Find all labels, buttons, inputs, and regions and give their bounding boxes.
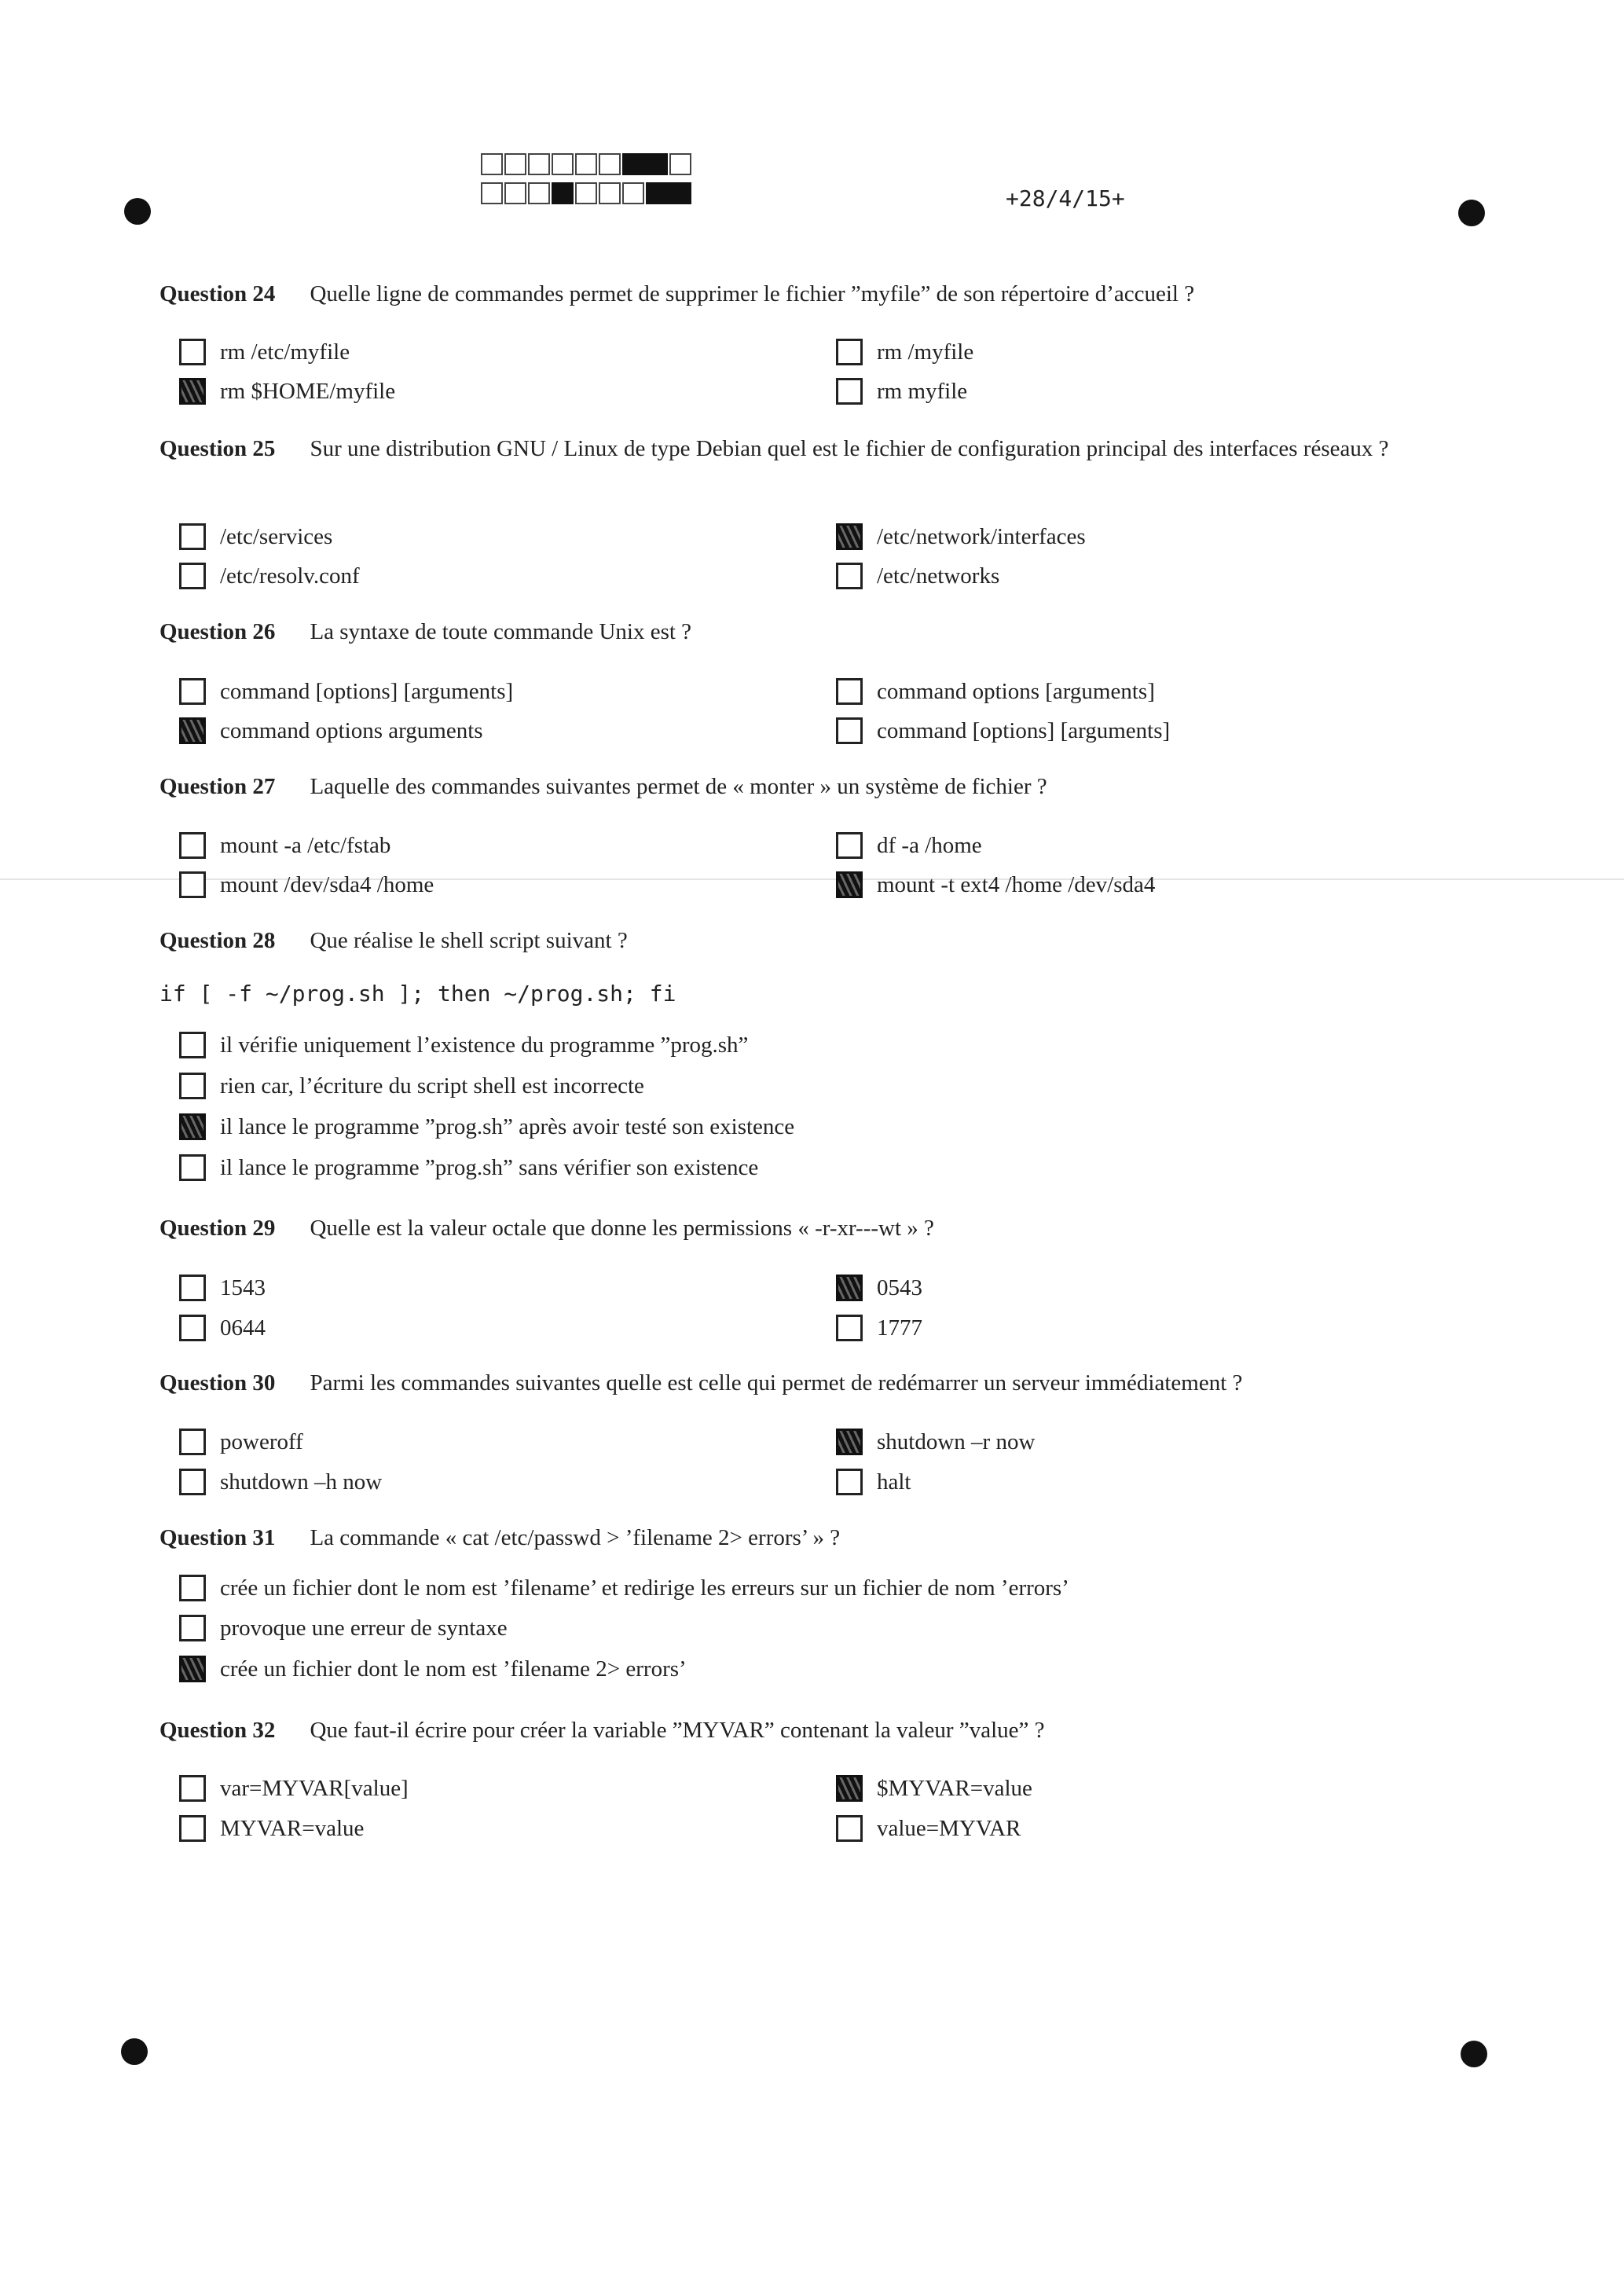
question-text: La commande « cat /etc/passwd > ’filename 2> errors’ » ? — [310, 1525, 841, 1550]
answer-label: command options arguments — [220, 718, 483, 743]
question-number: Question 27 — [159, 774, 276, 799]
answer-option[interactable] — [179, 871, 434, 899]
code-cell — [504, 182, 526, 204]
question-text: Sur une distribution GNU / Linux de type Debian quel est le fichier de configuration principal des interfaces réseaux ? — [310, 436, 1389, 461]
answer-option[interactable] — [836, 677, 1155, 706]
answer-checkbox[interactable] — [179, 1469, 206, 1495]
code-snippet: if [ -f ~/prog.sh ]; then ~/prog.sh; fi — [159, 981, 676, 1007]
answer-checkbox[interactable] — [179, 339, 206, 365]
question-number: Question 30 — [159, 1370, 276, 1396]
code-cell — [599, 182, 621, 204]
question-title — [159, 617, 1448, 647]
answer-label: crée un fichier dont le nom est ’filename 2> errors’ — [220, 1656, 687, 1682]
answer-option[interactable] — [836, 717, 1170, 745]
answer-checkbox[interactable] — [836, 717, 863, 744]
answer-label: /etc/resolv.conf — [220, 563, 360, 589]
question-number: Question 25 — [159, 436, 276, 461]
answer-option[interactable] — [836, 1428, 1035, 1456]
answer-checkbox[interactable] — [179, 1154, 206, 1181]
code-cell — [552, 182, 574, 204]
question-text: Quelle ligne de commandes permet de supprimer le fichier ”myfile” de son répertoire d’accueil ? — [310, 281, 1195, 306]
answer-option[interactable] — [179, 831, 390, 860]
answer-label: /etc/services — [220, 524, 333, 549]
answer-label: rm /myfile — [877, 339, 974, 365]
answer-label: shutdown –r now — [877, 1429, 1036, 1454]
answer-checkbox-marked[interactable] — [179, 378, 206, 405]
code-cell — [575, 182, 597, 204]
answer-label: shutdown –h now — [220, 1469, 383, 1495]
answer-option[interactable] — [179, 1314, 266, 1342]
page-identifier: +28/4/15+ — [1006, 185, 1125, 211]
answer-option[interactable] — [836, 562, 999, 590]
answer-label: command options [arguments] — [877, 679, 1155, 704]
answer-option[interactable] — [836, 831, 982, 860]
registration-mark-top-right — [1458, 200, 1485, 226]
answer-checkbox[interactable] — [836, 1315, 863, 1341]
answer-checkbox[interactable] — [179, 871, 206, 898]
answer-option[interactable] — [179, 1274, 266, 1302]
answer-checkbox[interactable] — [836, 832, 863, 859]
answer-checkbox-marked[interactable] — [179, 1656, 206, 1682]
answer-option[interactable] — [179, 1113, 794, 1141]
answer-checkbox[interactable] — [179, 1815, 206, 1842]
answer-option[interactable] — [179, 1655, 687, 1683]
answer-checkbox[interactable] — [179, 678, 206, 705]
answer-option[interactable] — [179, 1468, 382, 1496]
question-number: Question 32 — [159, 1718, 276, 1743]
answer-checkbox-marked[interactable] — [836, 1275, 863, 1301]
registration-mark-bottom-right — [1461, 2041, 1487, 2067]
answer-label: poweroff — [220, 1429, 303, 1454]
code-cell — [599, 153, 621, 175]
answer-option[interactable] — [179, 1814, 364, 1843]
question-text: Que faut-il écrire pour créer la variable ”MYVAR” contenant la valeur ”value” ? — [310, 1718, 1045, 1743]
code-cell — [552, 153, 574, 175]
answer-option[interactable] — [179, 677, 513, 706]
answer-label: mount /dev/sda4 /home — [220, 872, 434, 897]
answer-label: rm /etc/myfile — [220, 339, 350, 365]
answer-checkbox[interactable] — [179, 1073, 206, 1099]
question-number: Question 29 — [159, 1216, 276, 1241]
answer-option[interactable] — [179, 717, 483, 745]
answer-checkbox[interactable] — [836, 339, 863, 365]
answer-label: 0543 — [877, 1275, 922, 1300]
question-text: Parmi les commandes suivantes quelle est celle qui permet de redémarrer un serveur immédiatement ? — [310, 1370, 1243, 1396]
answer-label: var=MYVAR[value] — [220, 1776, 409, 1801]
answer-checkbox[interactable] — [179, 1032, 206, 1058]
answer-label: mount -t ext4 /home /dev/sda4 — [877, 872, 1156, 897]
answer-option[interactable] — [179, 1574, 1069, 1602]
code-cell — [481, 153, 503, 175]
answer-label: df -a /home — [877, 833, 982, 858]
code-cell — [528, 153, 550, 175]
answer-label: provoque une erreur de syntaxe — [220, 1616, 508, 1641]
answer-checkbox[interactable] — [179, 1315, 206, 1341]
answer-checkbox-marked[interactable] — [179, 1113, 206, 1140]
answer-option[interactable] — [179, 1774, 409, 1803]
answer-checkbox[interactable] — [179, 1615, 206, 1641]
answer-label: /etc/network/interfaces — [877, 524, 1086, 549]
code-cell — [504, 153, 526, 175]
answer-option[interactable] — [836, 338, 973, 366]
answer-option[interactable] — [836, 1468, 911, 1496]
question-text: Quelle est la valeur octale que donne les permissions « -r-xr---wt » ? — [310, 1216, 934, 1241]
answer-option[interactable] — [836, 871, 1155, 899]
answer-checkbox-marked[interactable] — [836, 1775, 863, 1802]
answer-checkbox-marked[interactable] — [179, 717, 206, 744]
answer-checkbox[interactable] — [836, 678, 863, 705]
id-code-grid-row-1 — [481, 153, 693, 175]
code-cell — [481, 182, 503, 204]
answer-label: rm myfile — [877, 379, 968, 404]
code-cell — [622, 182, 644, 204]
answer-checkbox-marked[interactable] — [836, 1429, 863, 1455]
answer-option[interactable] — [179, 1072, 644, 1100]
answer-checkbox[interactable] — [836, 563, 863, 589]
answer-label: value=MYVAR — [877, 1816, 1021, 1841]
question-number: Question 28 — [159, 928, 276, 953]
registration-mark-top-left — [124, 198, 151, 225]
answer-option[interactable] — [179, 1031, 748, 1059]
answer-option[interactable] — [836, 523, 1086, 551]
answer-label: crée un fichier dont le nom est ’filename’ et redirige les erreurs sur un fichier de nom ’errors’ — [220, 1575, 1069, 1601]
answer-checkbox[interactable] — [179, 832, 206, 859]
question-number: Question 24 — [159, 281, 276, 306]
answer-option[interactable] — [179, 562, 360, 590]
question-title — [159, 1715, 1448, 1745]
answer-option[interactable] — [179, 1154, 758, 1182]
answer-option[interactable] — [179, 1428, 303, 1456]
code-cell — [528, 182, 550, 204]
answer-checkbox-marked[interactable] — [836, 871, 863, 898]
answer-option[interactable] — [179, 1614, 508, 1642]
answer-checkbox[interactable] — [179, 1775, 206, 1802]
question-title — [159, 926, 1448, 955]
code-cell — [646, 182, 691, 204]
question-title — [159, 279, 1448, 309]
answer-checkbox[interactable] — [836, 1469, 863, 1495]
answer-option[interactable] — [836, 1814, 1021, 1843]
answer-label: il lance le programme ”prog.sh” après avoir testé son existence — [220, 1114, 795, 1139]
answer-checkbox[interactable] — [836, 378, 863, 405]
code-cell — [575, 153, 597, 175]
question-title — [159, 1368, 1448, 1398]
answer-checkbox[interactable] — [179, 523, 206, 550]
registration-mark-bottom-left — [121, 2038, 148, 2065]
answer-checkbox[interactable] — [836, 1815, 863, 1842]
question-text: Laquelle des commandes suivantes permet de « monter » un système de fichier ? — [310, 774, 1047, 799]
answer-option[interactable] — [179, 523, 332, 551]
answer-label: $MYVAR=value — [877, 1776, 1032, 1801]
answer-label: mount -a /etc/fstab — [220, 833, 391, 858]
answer-label: /etc/networks — [877, 563, 1000, 589]
answer-label: MYVAR=value — [220, 1816, 365, 1841]
answer-label: il vérifie uniquement l’existence du programme ”prog.sh” — [220, 1032, 749, 1058]
answer-option[interactable] — [179, 377, 395, 405]
code-cell — [669, 153, 691, 175]
answer-option[interactable] — [836, 377, 967, 405]
answer-checkbox[interactable] — [179, 1429, 206, 1455]
answer-option[interactable] — [836, 1314, 922, 1342]
question-text: La syntaxe de toute commande Unix est ? — [310, 619, 692, 644]
question-title — [159, 1213, 1448, 1243]
answer-label: 0644 — [220, 1315, 266, 1341]
answer-option[interactable] — [836, 1274, 922, 1302]
question-title — [159, 434, 1448, 464]
answer-checkbox[interactable] — [179, 1275, 206, 1301]
question-text: Que réalise le shell script suivant ? — [310, 928, 628, 953]
answer-label: halt — [877, 1469, 911, 1495]
id-code-grid-row-2 — [481, 182, 693, 204]
answer-label: rien car, l’écriture du script shell est incorrecte — [220, 1073, 644, 1098]
question-number: Question 31 — [159, 1525, 276, 1550]
answer-label: il lance le programme ”prog.sh” sans vérifier son existence — [220, 1155, 759, 1180]
question-title — [159, 1523, 1448, 1553]
code-cell — [622, 153, 668, 175]
answer-label: command [options] [arguments] — [877, 718, 1171, 743]
answer-checkbox[interactable] — [179, 1575, 206, 1601]
answer-label: 1777 — [877, 1315, 922, 1341]
answer-option[interactable] — [836, 1774, 1032, 1803]
question-title — [159, 772, 1448, 801]
question-number: Question 26 — [159, 619, 276, 644]
answer-label: rm $HOME/myfile — [220, 379, 396, 404]
answer-option[interactable] — [179, 338, 350, 366]
answer-checkbox-marked[interactable] — [836, 523, 863, 550]
answer-label: 1543 — [220, 1275, 266, 1300]
answer-label: command [options] [arguments] — [220, 679, 514, 704]
answer-checkbox[interactable] — [179, 563, 206, 589]
